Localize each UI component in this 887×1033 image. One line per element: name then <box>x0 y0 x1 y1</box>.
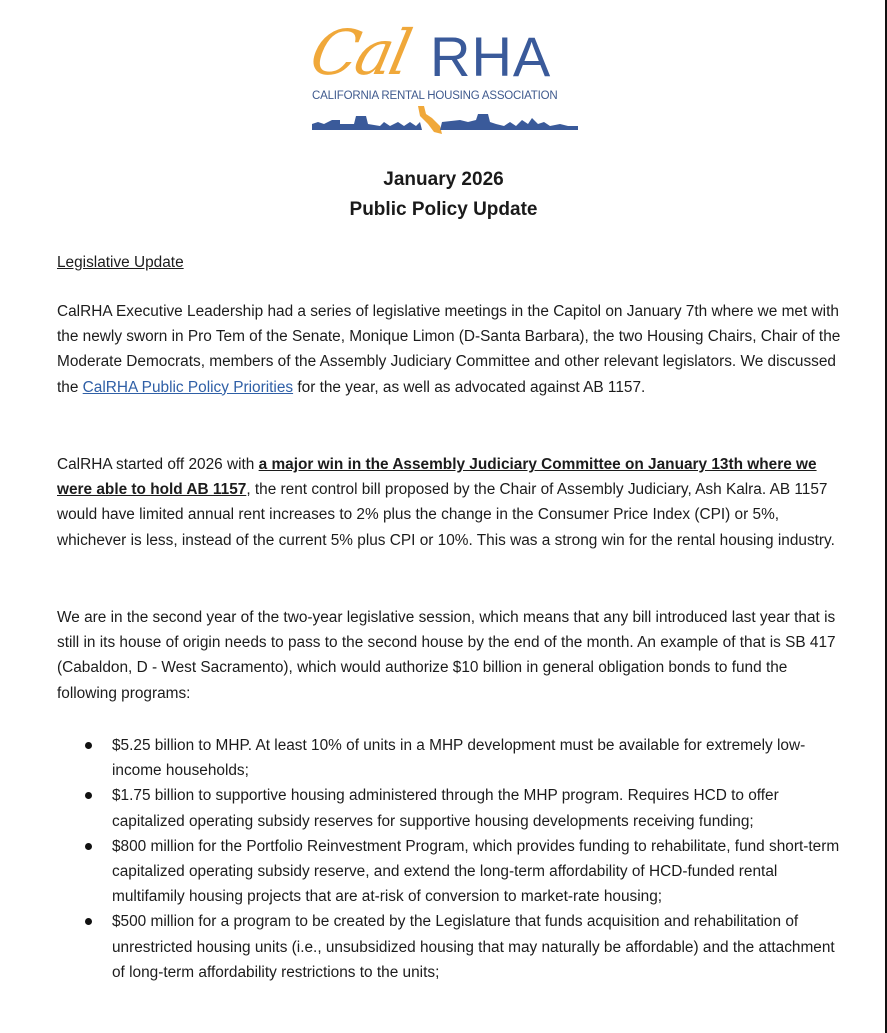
bullet-icon <box>85 792 92 799</box>
list-item-text: $5.25 billion to MHP. At least 10% of units in a MHP development must be available for extremely low-income households; <box>112 737 806 780</box>
paragraph-text: CalRHA Executive Leadership had a series of legislative meetings in the Capitol on January 7th where we met with the newly sworn in Pro Tem of the Senate, Monique Limon (D-Santa Barbara), the two Housing Chairs, Chair of the Moderate Democrats, members of the Assembly Judiciary Committee and other relevant legislators. We discussed the <box>57 303 841 396</box>
policy-priorities-link[interactable]: CalRHA Public Policy Priorities <box>82 378 294 396</box>
list-item <box>83 733 843 783</box>
paragraph-text: for the year, as well as advocated against AB 1157. <box>293 378 646 396</box>
logo-tagline: CALIFORNIA RENTAL HOUSING ASSOCIATION <box>312 90 558 102</box>
bullet-icon <box>85 843 92 850</box>
paragraph-sb417: We are in the second year of the two-year legislative session, which means that any bill introduced last year that is still in its house of origin needs to pass to the second house by the end of the month. An example of that is SB 417 (Cabaldon, D - West Sacramento), which would authorize $10 billion in general obligation bonds to fund the following programs: <box>57 609 836 702</box>
paragraph-leadership-meetings <box>57 299 847 400</box>
bullet-icon <box>85 742 92 749</box>
paragraph-ab1157-win <box>57 452 847 553</box>
list-item <box>83 834 843 910</box>
section-heading: Legislative Update <box>57 254 184 271</box>
list-item-text: $500 million for a program to be created by the Legislature that funds acquisition and rehabilitation of unrestricted housing units (i.e., unsubsidized housing that may naturally be affordable) and the attachment of long-term affordability restrictions to the units; <box>112 913 835 981</box>
list-item <box>83 909 843 985</box>
calrha-logo <box>304 16 580 133</box>
list-item-text: $800 million for the Portfolio Reinvestment Program, which provides funding to rehabilitate, fund short-term capitalized operating subsidy reserve, and extend the long-term affordability of HCD-funded rental multifamily housing projects that are at-risk of conversion to market-rate housing; <box>112 837 840 906</box>
list-item-text: $1.75 billion to supportive housing administered through the MHP program. Requires HCD to offer capitalized operating subsidy reserves for supportive housing developments receiving funding; <box>112 787 779 830</box>
skyline-icon <box>310 104 580 134</box>
document-title: Public Policy Update <box>349 199 538 220</box>
logo-cal-text: Cal <box>304 16 416 89</box>
logo-rha-text: RHA <box>430 25 552 88</box>
bullet-icon <box>85 918 92 925</box>
paragraph-text: CalRHA started off 2026 with <box>57 456 259 473</box>
skyline-right <box>440 114 578 130</box>
list-item <box>83 783 843 833</box>
skyline-left <box>312 116 422 130</box>
highlight-text: a major win in the Assembly Judiciary Committee on January 13th where we were able to hold AB 1157 <box>57 456 817 499</box>
bond-programs-list <box>83 733 843 985</box>
paragraph-text: , the rent control bill proposed by the Chair of Assembly Judiciary, Ash Kalra. AB 1157 would have limited annual rent increases to 2% plus the change in the Consumer Price Index (CPI) or 5%, whichever is less, instead of the current 5% plus CPI or 10%. This was a strong win for the rental housing industry. <box>57 481 835 549</box>
document-title-date: January 2026 <box>383 169 504 190</box>
